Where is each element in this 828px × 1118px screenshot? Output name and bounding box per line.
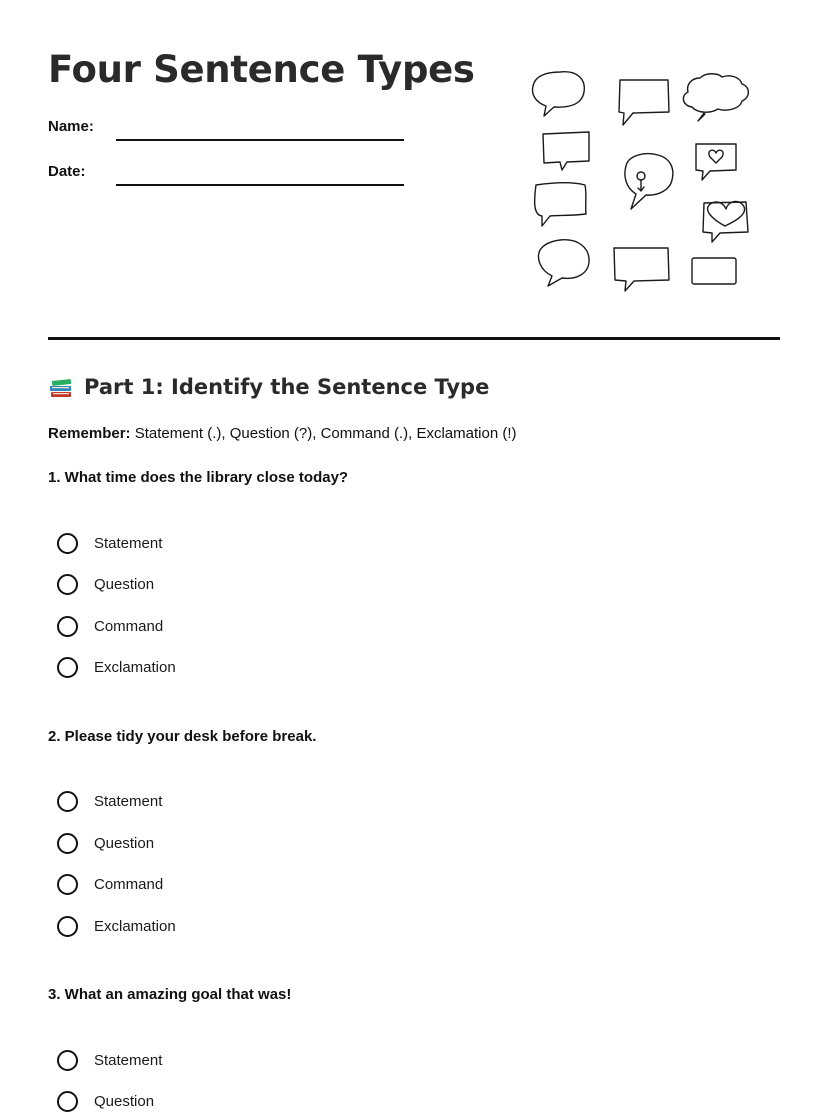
radio-button[interactable] [57, 916, 78, 937]
option-label: Statement [94, 534, 163, 552]
name-field [48, 118, 408, 142]
option-statement[interactable] [57, 530, 357, 556]
option-command[interactable] [57, 613, 357, 639]
option-exclamation[interactable] [57, 913, 357, 939]
radio-button[interactable] [57, 833, 78, 854]
option-statement[interactable] [57, 1047, 357, 1073]
option-question[interactable] [57, 571, 357, 597]
part1-heading [48, 374, 489, 400]
option-label: Question [94, 834, 155, 852]
radio-button[interactable] [57, 616, 78, 637]
option-label: Question [94, 575, 155, 593]
question-prompt: 3. What an amazing goal that was! [48, 986, 292, 1003]
option-exclamation[interactable] [57, 654, 357, 680]
option-label: Question [94, 1092, 155, 1110]
date-field [48, 163, 408, 187]
option-command[interactable] [57, 871, 357, 897]
option-label: Command [94, 617, 164, 635]
part1-heading-text: Part 1: Identify the Sentence Type [84, 375, 490, 399]
remember-label: Remember: [48, 425, 131, 442]
section-divider [48, 337, 780, 340]
radio-button[interactable] [57, 1091, 78, 1112]
name-line[interactable] [116, 139, 404, 141]
radio-button[interactable] [57, 874, 78, 895]
option-label: Statement [94, 792, 163, 810]
radio-button[interactable] [57, 533, 78, 554]
radio-button[interactable] [57, 791, 78, 812]
radio-button[interactable] [57, 1050, 78, 1071]
option-label: Command [94, 875, 164, 893]
worksheet-title: Four Sentence Types [48, 48, 475, 91]
option-label: Exclamation [94, 917, 176, 935]
option-label: Statement [94, 1051, 163, 1069]
question-prompt: 1. What time does the library close today? [48, 469, 349, 486]
question-prompt: 2. Please tidy your desk before break. [48, 728, 317, 745]
remember-note [48, 425, 516, 442]
option-statement[interactable] [57, 788, 357, 814]
books-icon [48, 374, 74, 400]
radio-button[interactable] [57, 574, 78, 595]
option-question[interactable] [57, 1088, 357, 1114]
radio-button[interactable] [57, 657, 78, 678]
speech-bubbles-icon [530, 68, 755, 293]
name-label: Name: [48, 118, 94, 135]
date-line[interactable] [116, 184, 404, 186]
option-question[interactable] [57, 830, 357, 856]
option-label: Exclamation [94, 658, 176, 676]
date-label: Date: [48, 163, 86, 180]
remember-text: Statement (.), Question (?), Command (.), Exclamation (!) [130, 425, 517, 442]
